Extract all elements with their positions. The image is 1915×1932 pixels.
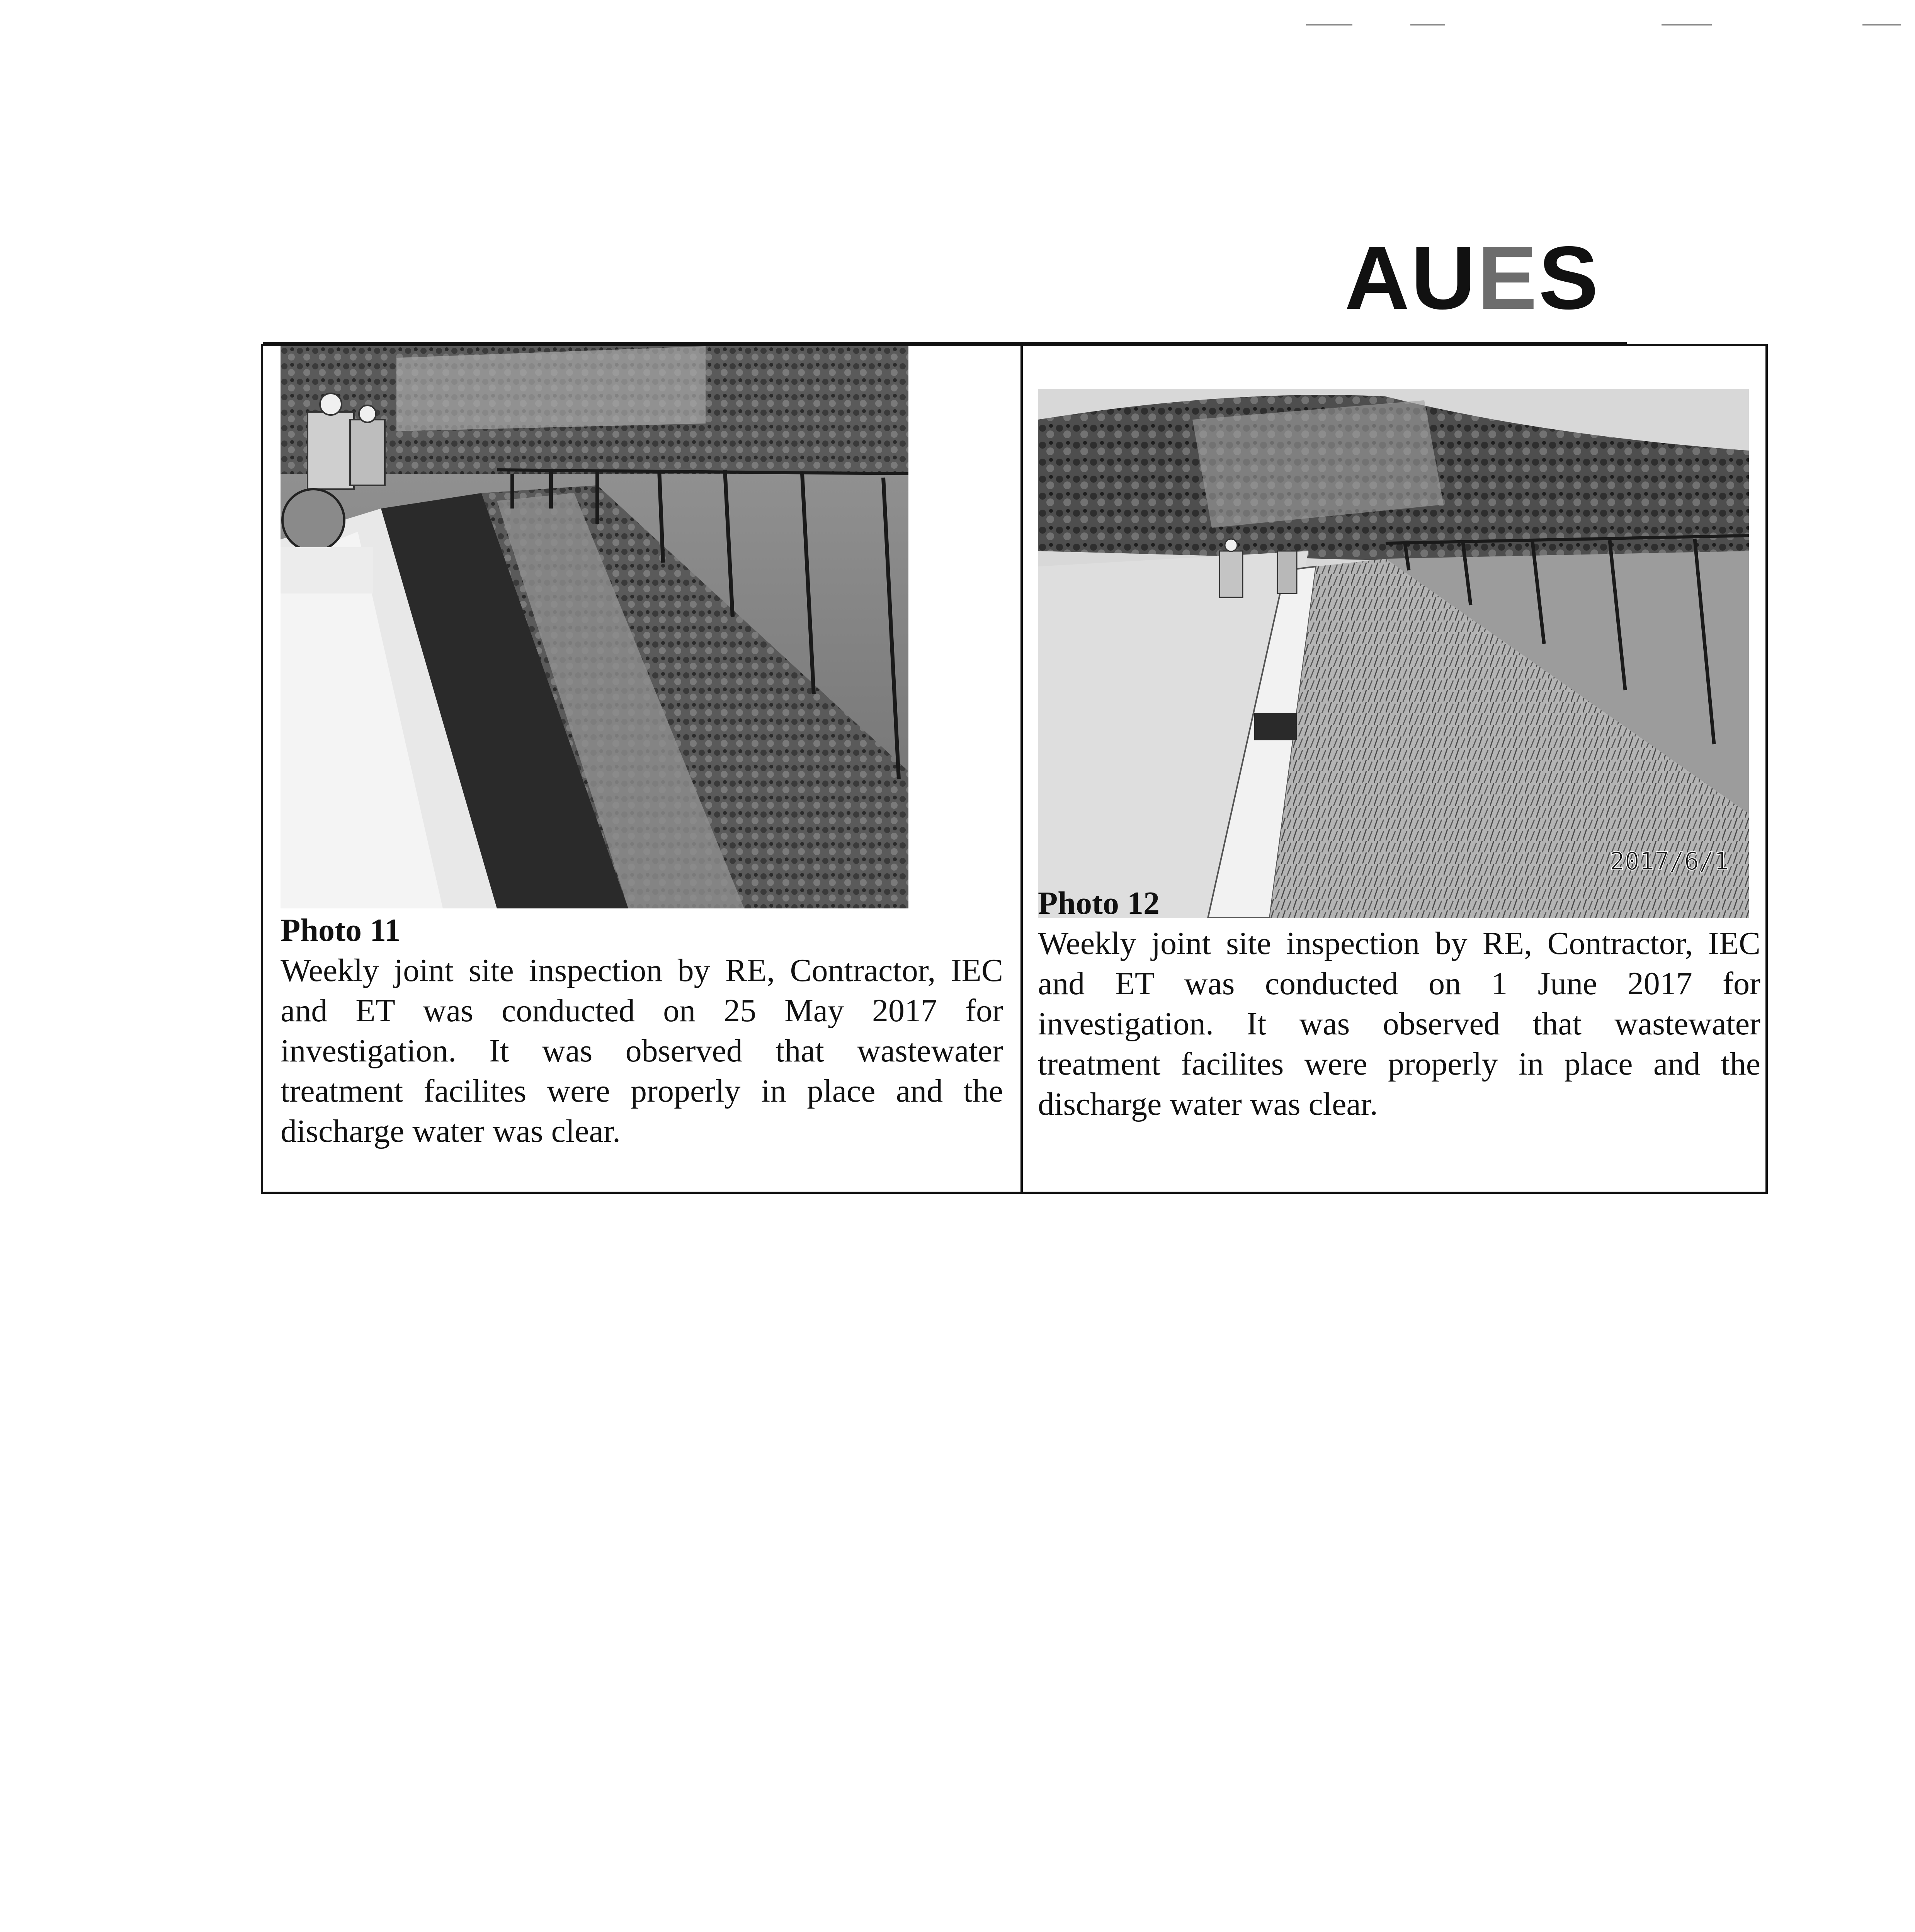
photo-12-image — [1038, 389, 1749, 918]
scan-artifact — [1306, 24, 1352, 26]
photo-table — [261, 344, 1768, 1194]
photo-12-caption — [1038, 883, 1760, 1124]
photo-11-text: Weekly joint site inspection by RE, Contractor, IEC and ET was conducted on 25 May 2017 for investigation. It was observed that wastewater treatment facilites were properly in place and the discharge water was clear. — [281, 952, 1003, 1149]
photo-12-text: Weekly joint site inspection by RE, Contractor, IEC and ET was conducted on 1 June 2017 for investigation. It was observed that wastewater treatment facilites were properly in place and the discharge water was clear. — [1038, 925, 1760, 1122]
aues-logo: AUES — [1345, 228, 1600, 328]
scan-artifact — [1410, 24, 1445, 26]
photo-12-title: Photo 12 — [1038, 885, 1160, 921]
photo-12-date-stamp: 2017/6/1 — [1610, 847, 1729, 876]
photo-11-caption — [281, 910, 1003, 1151]
scan-artifact — [1662, 24, 1712, 26]
photo-11-image — [281, 346, 908, 908]
table-cell-divider — [1020, 346, 1023, 1192]
photo-11-title: Photo 11 — [281, 912, 401, 948]
scan-artifact — [1862, 24, 1901, 26]
